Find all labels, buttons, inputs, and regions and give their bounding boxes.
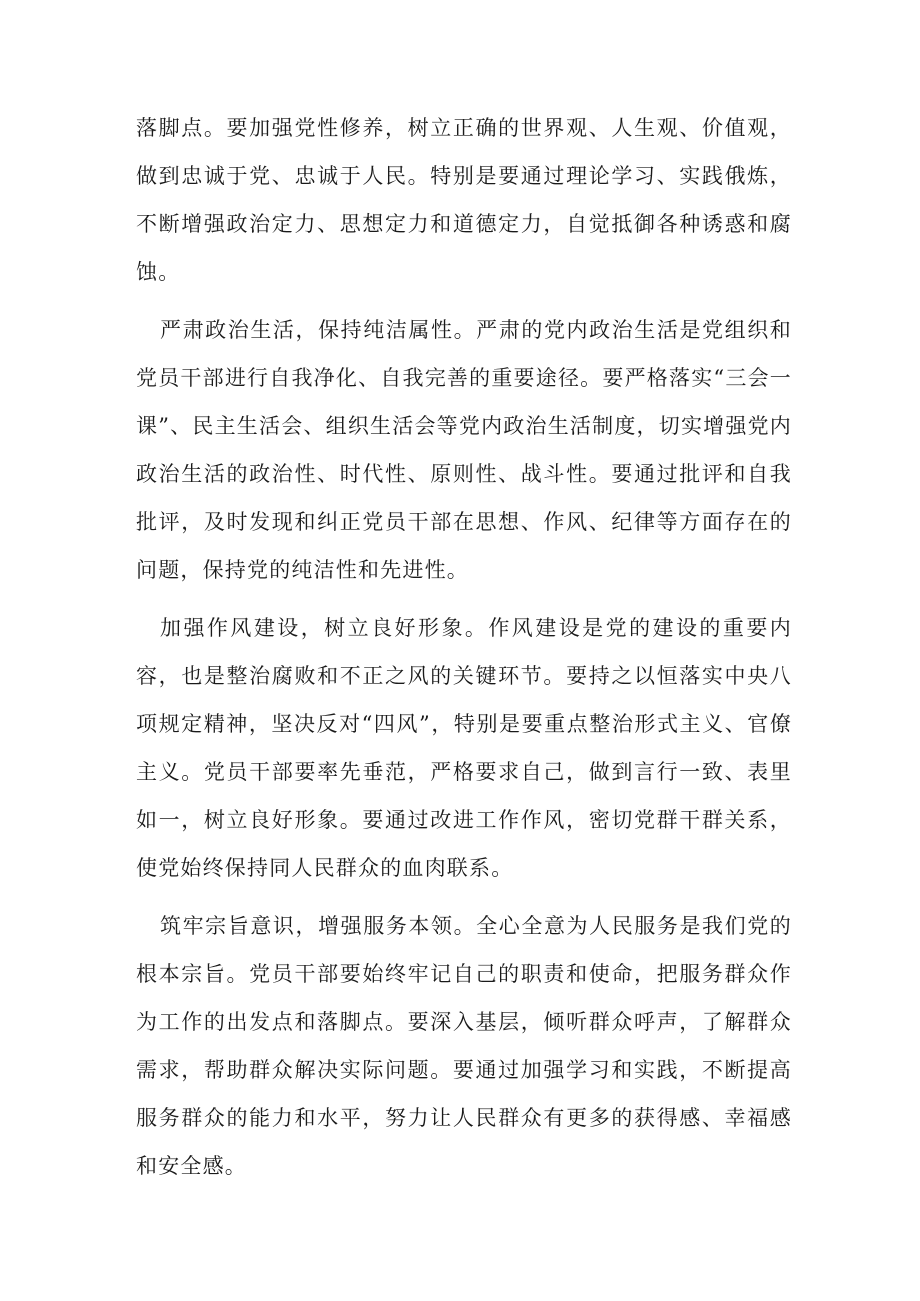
paragraph-1: 落脚点。要加强党性修养，树立正确的世界观、人生观、价值观，做到忠诚于党、忠诚于人民。特别是要通过理论学习、实践俄炼，不断增强政治定力、思想定力和道德定力，自觉抵御各种诱惑和腐蚀。	[136, 116, 792, 284]
paragraph-3: 加强作风建设，树立良好形象。作风建设是党的建设的重要内容，也是整治腐败和不正之风的关键环节。要持之以恒落实中央八项规定精神，坚决反对“四风”，特别是要重点整治形式主义、官僚主义。党员干部要率先垂范，严格要求自己，做到言行一致、表里如一，树立良好形象。要通过改进工作作风，密切党群干群关系，使党始终保持同人民群众的血肉联系。	[136, 616, 792, 880]
paragraph-2: 严肃政治生活，保持纯洁属性。严肃的党内政治生活是党组织和党员干部进行自我净化、自我完善的重要途径。要严格落实“三会一课”、民主生活会、组织生活会等党内政治生活制度，切实增强党内政治生活的政治性、时代性、原则性、战斗性。要通过批评和自我批评，及时发现和纠正党员干部在思想、作风、纪律等方面存在的问题，保持党的纯洁性和先进性。	[136, 318, 792, 582]
document-body	[136, 104, 792, 1190]
paragraph-4: 筑牢宗旨意识，增强服务本领。全心全意为人民服务是我们党的根本宗旨。党员干部要始终牢记自己的职责和使命，把服务群众作为工作的出发点和落脚点。要深入基层，倾听群众呼声，了解群众需求，帮助群众解决实际问题。要通过加强学习和实践，不断提高服务群众的能力和水平，努力让人民群众有更多的获得感、幸福感和安全感。	[136, 914, 792, 1178]
